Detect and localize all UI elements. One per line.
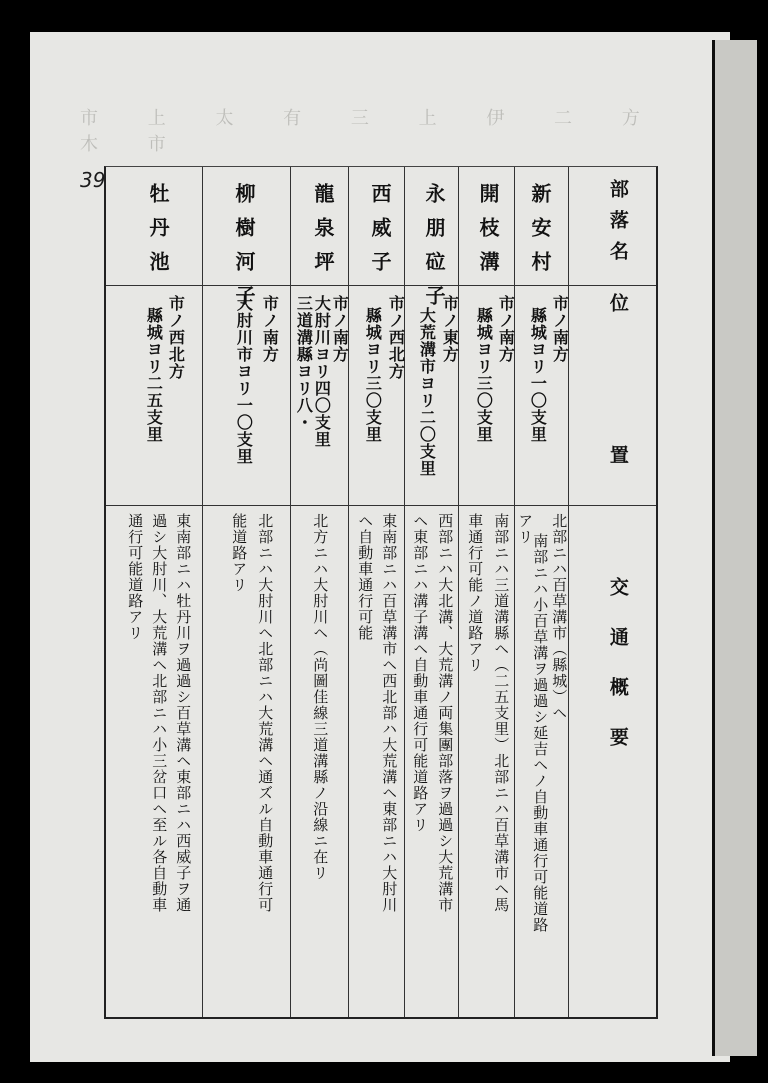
row-divider-location-traffic (106, 505, 656, 506)
col-divider-5 (290, 167, 291, 1017)
village-location-line: 市ノ南方 (330, 295, 350, 363)
village-traffic-line: 東南部ニハ牡丹川ヲ過過シ百草溝ヘ東部ニハ西威子ヲ通 (174, 513, 193, 913)
village-location-line: 市ノ南方 (496, 295, 516, 363)
village-traffic-line: 車通行可能ノ道路アリ (466, 513, 485, 673)
village-name: 龍泉坪 (311, 183, 335, 285)
village-traffic-line: 北部ニハ大肘川ヘ北部ニハ大荒溝ヘ通ズル自動車通行可 (256, 513, 275, 913)
village-traffic-line: 北方ニハ大肘川ヘ（尚圖佳線三道溝縣ノ沿線ニ在リ (311, 513, 330, 881)
village-location-line: 市ノ南方 (550, 295, 570, 363)
village-name: 永朋砬子 (422, 183, 446, 319)
village-traffic-line: 東南部ニハ百草溝市ヘ西北部ハ大荒溝ヘ東部ニハ大肘川 (380, 513, 399, 913)
village-traffic-line: 過シ大肘川、大荒溝ヘ北部ニハ小三岔口ヘ至ル各自動車 (150, 513, 169, 913)
village-location-line: 市ノ東方 (440, 295, 460, 363)
header-location: 位 置 (606, 293, 629, 464)
village-location-line: 市ノ西北方 (166, 295, 186, 380)
village-name: 牡丹池 (146, 183, 170, 285)
village-location-line: 縣城ヨリ三〇支里 (363, 307, 383, 443)
village-location-line: 市ノ南方 (260, 295, 280, 363)
page-binding-edge (712, 40, 757, 1056)
village-location-line: 縣城ヨリ二五支里 (144, 307, 164, 443)
village-traffic-line: ヘ自動車通行可能 (356, 513, 375, 641)
village-name: 柳樹河子 (232, 183, 256, 319)
village-location-line: 大肘川市ヨリ一〇支里 (234, 295, 254, 465)
village-location-line: 縣城ヨリ三〇支里 (474, 307, 494, 443)
village-traffic-line: 南部ニハ三道溝縣ヘ（二五支里）北部ニハ百草溝市ヘ馬 (492, 513, 511, 913)
village-location-line: 三道溝縣ヨリ八・ (294, 295, 314, 431)
village-location-line: 縣城ヨリ一〇支里 (528, 307, 548, 443)
header-traffic: 交 通 概 要 (606, 577, 629, 752)
village-traffic-line: 通行可能道路アリ (126, 513, 145, 641)
col-divider-6 (202, 167, 203, 1017)
village-traffic-line: 能道路アリ (230, 513, 249, 593)
village-name: 開枝溝 (476, 183, 500, 285)
village-location-line: 大荒溝市ヨリ二〇支里 (417, 307, 437, 477)
village-table (104, 166, 658, 1019)
village-traffic-line: 南部ニハ小百草溝ヲ過過シ延吉ヘノ自動車通行可能道路 (531, 533, 550, 933)
village-location-line: 市ノ西北方 (386, 295, 406, 380)
row-divider-name-location (106, 285, 656, 286)
header-name: 部落名 (606, 179, 629, 272)
village-name: 西威子 (368, 183, 392, 285)
faded-show-through-header: 市 上 太 有 三 上 伊 二 方 木 市 (80, 108, 662, 155)
village-traffic-line: 西部ニハ大北溝、大荒溝ノ両集團部落ヲ過過シ大荒溝市 (436, 513, 455, 913)
village-name: 新安村 (528, 183, 552, 285)
village-location-line: 大肘川ヨリ四〇支里 (312, 295, 332, 448)
village-traffic-line: アリ (516, 513, 535, 545)
village-traffic-line: ヘ東部ニハ溝子溝ヘ自動車通行可能道路アリ (411, 513, 430, 833)
village-traffic-line: 北部ニハ百草溝市（縣城）ヘ (550, 513, 569, 721)
page-number: 39 (80, 168, 106, 192)
